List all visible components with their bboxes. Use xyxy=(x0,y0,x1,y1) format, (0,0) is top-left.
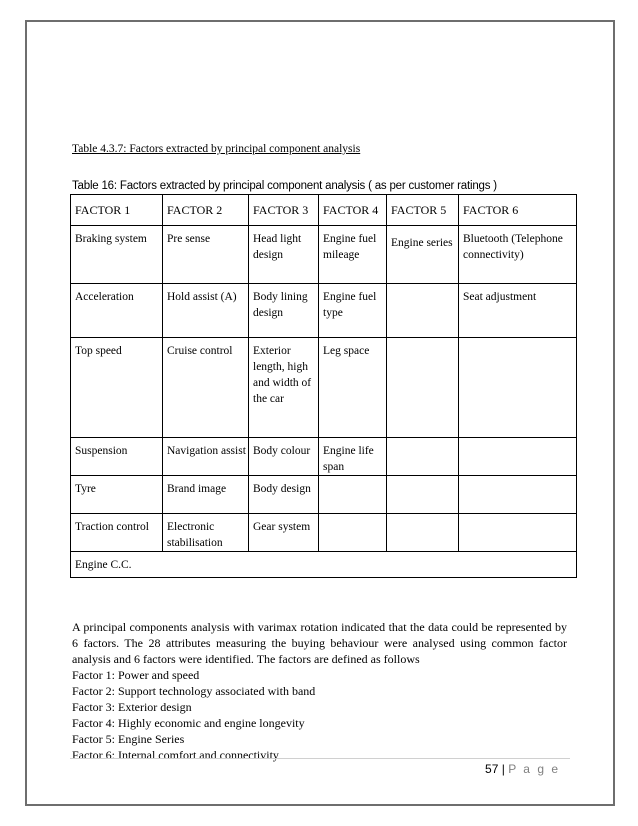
table-row xyxy=(71,438,577,476)
table-row xyxy=(71,552,577,578)
table-cell: Engine series xyxy=(387,226,459,284)
factors-table xyxy=(70,194,577,578)
table-cell: Suspension xyxy=(71,438,163,476)
table-cell: Traction control xyxy=(71,514,163,552)
table-cell: Navigation assist xyxy=(163,438,249,476)
table-cell xyxy=(387,284,459,338)
header-factor-3: FACTOR 3 xyxy=(249,195,319,226)
factor-definition: Factor 6: Internal comfort and connectivity xyxy=(72,748,279,762)
footer-divider xyxy=(70,758,570,759)
table-cell xyxy=(459,514,577,552)
table-cell xyxy=(319,514,387,552)
table-cell: Leg space xyxy=(319,338,387,438)
table-cell xyxy=(459,438,577,476)
table-cell: Hold assist (A) xyxy=(163,284,249,338)
factor-definition: Factor 2: Support technology associated with band xyxy=(72,684,316,698)
table-row xyxy=(71,338,577,438)
page-number: 57 xyxy=(485,762,499,776)
table-cell: Body colour xyxy=(249,438,319,476)
factor-definitions xyxy=(72,667,567,763)
header-factor-2: FACTOR 2 xyxy=(163,195,249,226)
table-row xyxy=(71,284,577,338)
factor-definition: Factor 1: Power and speed xyxy=(72,668,200,682)
table-caption-sub: Table 16: Factors extracted by principal component analysis ( as per customer ratings ) xyxy=(72,180,497,192)
analysis-paragraph: A principal components analysis with varimax rotation indicated that the data could be represented by 6 factors. The 28 attributes measuring the buying behaviour were analysed using common factor analysis and 6 factors were identified. The factors are defined as follows xyxy=(72,620,567,666)
header-factor-1: FACTOR 1 xyxy=(71,195,163,226)
table-cell: Engine fuel type xyxy=(319,284,387,338)
table-cell: Engine fuel mileage xyxy=(319,226,387,284)
table-cell: Body lining design xyxy=(249,284,319,338)
table-cell: Bluetooth (Telephone connectivity) xyxy=(459,226,577,284)
table-cell: Exterior length, high and width of the car xyxy=(249,338,319,438)
table-cell: Top speed xyxy=(71,338,163,438)
footer-separator: | xyxy=(501,762,505,776)
table-cell xyxy=(387,438,459,476)
table-cell: Cruise control xyxy=(163,338,249,438)
table-row xyxy=(71,226,577,284)
table-cell: Pre sense xyxy=(163,226,249,284)
table-caption-main: Table 4.3.7: Factors extracted by principal component analysis xyxy=(72,143,361,155)
table-cell: Engine life span xyxy=(319,438,387,476)
table-cell xyxy=(459,338,577,438)
table-cell xyxy=(459,476,577,514)
factor-definition: Factor 3: Exterior design xyxy=(72,700,192,714)
factor-definition: Factor 4: Highly economic and engine longevity xyxy=(72,716,305,730)
table-cell: Acceleration xyxy=(71,284,163,338)
table-cell: Electronic stabilisation xyxy=(163,514,249,552)
table-cell: Seat adjustment xyxy=(459,284,577,338)
table-cell: Braking system xyxy=(71,226,163,284)
table-cell: Engine C.C. xyxy=(71,552,577,578)
page-footer xyxy=(485,762,560,776)
table-cell xyxy=(319,476,387,514)
table-row xyxy=(71,476,577,514)
header-factor-6: FACTOR 6 xyxy=(459,195,577,226)
header-factor-4: FACTOR 4 xyxy=(319,195,387,226)
table-cell: Brand image xyxy=(163,476,249,514)
table-cell xyxy=(387,514,459,552)
table-cell xyxy=(387,338,459,438)
page-word: P a g e xyxy=(508,762,560,776)
header-factor-5: FACTOR 5 xyxy=(387,195,459,226)
factor-definition: Factor 5: Engine Series xyxy=(72,732,185,746)
table-cell: Head light design xyxy=(249,226,319,284)
table-row xyxy=(71,514,577,552)
table-header-row xyxy=(71,195,577,226)
table-cell xyxy=(387,476,459,514)
table-cell: Tyre xyxy=(71,476,163,514)
table-cell: Gear system xyxy=(249,514,319,552)
body-text xyxy=(72,619,567,763)
table-cell: Body design xyxy=(249,476,319,514)
